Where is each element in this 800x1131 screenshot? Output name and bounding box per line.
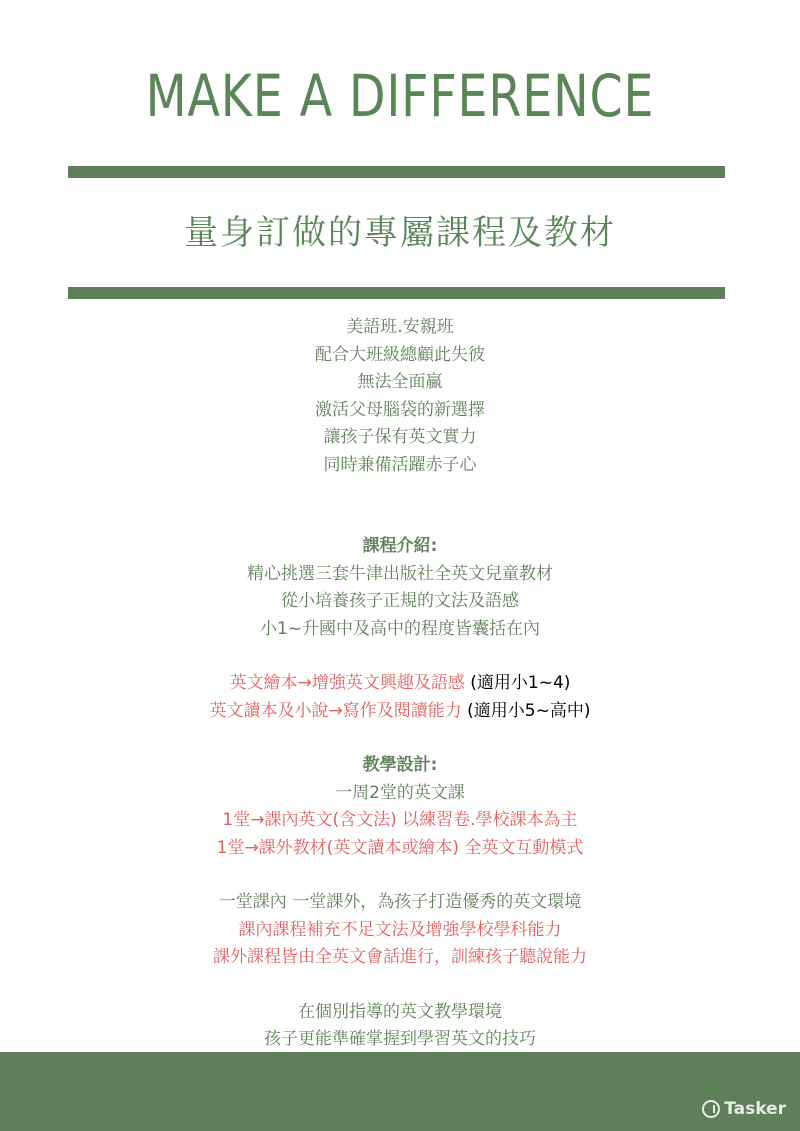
watermark xyxy=(702,1099,786,1119)
course-line: 從小培養孩子正規的文法及語感 xyxy=(281,591,519,611)
course-section xyxy=(0,533,800,725)
environment-line: 一堂課內 一堂課外，為孩子打造優秀的英文環境 xyxy=(218,892,582,912)
design-item: 1堂→課內英文(含文法) 以練習卷.學校課本為主 xyxy=(222,810,578,830)
closing-line: 孩子更能準確掌握到學習英文的技巧 xyxy=(264,1029,536,1049)
closing-line: 在個別指導的英文教學環境 xyxy=(298,1001,502,1022)
divider-top xyxy=(68,166,725,178)
environment-section xyxy=(0,889,800,972)
intro-line: 讓孩子保有英文實力 xyxy=(323,427,477,447)
intro-section xyxy=(0,314,800,479)
page-subtitle: 量身訂做的專屬課程及教材 xyxy=(184,213,616,253)
course-item-main: 英文讀本及小說→寫作及閱讀能力 xyxy=(209,700,462,721)
intro-line: 美語班.安親班 xyxy=(346,317,454,337)
course-line: 精心挑選三套牛津出版社全英文兒童教材 xyxy=(247,563,553,584)
course-heading: 課程介紹: xyxy=(362,536,438,556)
course-item xyxy=(0,698,800,726)
intro-line: 配合大班級總顧此失彼 xyxy=(315,344,485,365)
course-item-main: 英文繪本→增強英文興趣及語感 xyxy=(229,673,465,693)
content-body xyxy=(0,314,800,1081)
intro-line: 同時兼備活躍赤子心 xyxy=(323,454,477,475)
design-heading: 教學設計: xyxy=(362,755,438,775)
design-line: 一周2堂的英文課 xyxy=(335,782,465,803)
watermark-text: Tasker xyxy=(724,1099,786,1119)
intro-line: 激活父母腦袋的新選擇 xyxy=(315,399,485,420)
design-item: 1堂→課外教材(英文讀本或繪本) 全英文互動模式 xyxy=(216,837,584,858)
course-item-note: (適用小5~高中) xyxy=(467,700,591,721)
course-line: 小1~升國中及高中的程度皆囊括在內 xyxy=(259,618,541,639)
environment-item: 課內課程補充不足文法及增強學校學科能力 xyxy=(238,919,562,940)
environment-item: 課外課程皆由全英文會話進行，訓練孩子聽說能力 xyxy=(213,947,587,967)
footer-band xyxy=(0,1052,800,1131)
design-section xyxy=(0,752,800,862)
tasker-logo-icon xyxy=(702,1100,720,1118)
intro-line: 無法全面贏 xyxy=(357,372,443,392)
divider-bottom xyxy=(68,287,725,299)
page-title: MAKE A DIFFERENCE xyxy=(145,62,655,130)
course-item-note: (適用小1~4) xyxy=(470,673,571,693)
course-item xyxy=(0,670,800,698)
